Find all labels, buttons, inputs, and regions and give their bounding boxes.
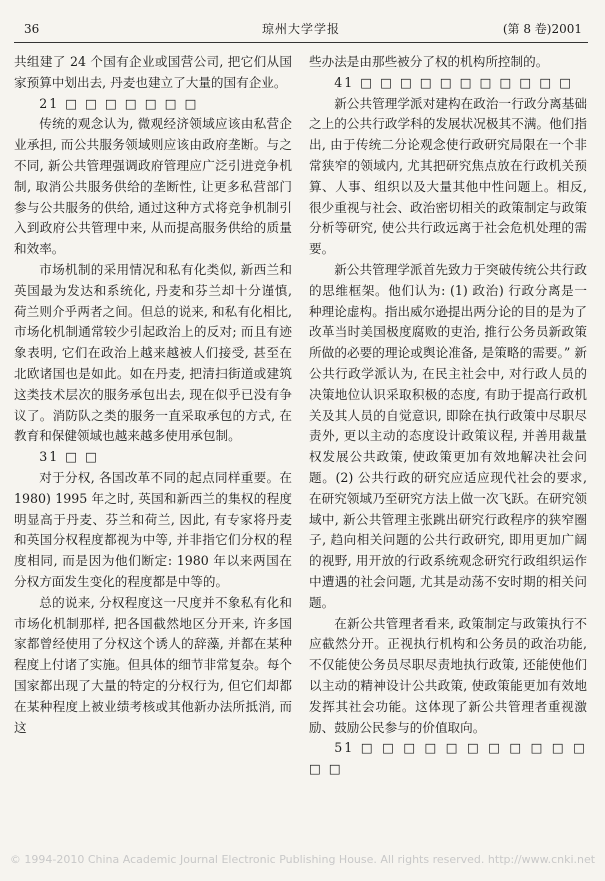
paragraph: 总的说来, 分权程度这一尺度并不象私有化和市场化机制那样, 把各国截然地区分开来, 许多国家都曾经使用了分权这个诱人的辞藻, 并都在某种程度上付诸了实施。但具体的细节非常复杂。每个国家都出现了大量的特定的分权行为, 但它们却都在某种程度上被业绩考核或其他新办法所抵消, 而这 xyxy=(14,594,292,735)
right-column xyxy=(309,52,587,780)
paragraph: 共组建了 24 个国有企业或国营公司, 把它们从国家预算中划出去, 丹麦也建立了大量的国有企业。 xyxy=(14,54,292,90)
volume-info: (第 8 卷)2001 xyxy=(502,22,582,36)
journal-title: 琼州大学学报 xyxy=(261,22,340,36)
section-heading: 31 □ □ xyxy=(39,449,100,465)
paragraph: 对于分权, 各国改革不同的起点同样重要。在 1980) 1995 年之时, 英国和新西兰的集权的程度明显高于丹麦、芬兰和荷兰, 因此, 有专家将丹麦和英国分权程度都视为中等, 并非指它们分权的程度相同, 而是因为他们断定: 1980 年以来两国在分权方面发生变化的程度都是中等的。 xyxy=(14,469,292,589)
header-rule xyxy=(14,42,588,43)
page-number: 36 xyxy=(24,22,40,36)
paragraph: 新公共管理学派对建构在政治一行政分离基础之上的公共行政学科的发展状况极其不满。他们指出, 由于传统二分论观念使行政研究局限在一个非常狭窄的领域内, 尤其把研究焦点放在行政机关预算、人事、组织以及大量其他中性问题上。相反, 很少重视与社会、政治密切相关的政策制定与政策分析等研究, 使公共行政远离于社会危机处理的需要。 xyxy=(309,95,587,257)
running-header xyxy=(14,20,588,38)
paragraph: 在新公共管理者看来, 政策制定与政策执行不应截然分开。正视执行机构和公务员的政治功能, 不仅能使公务员尽职尽责地执行政策, 还能使他们以主动的精神设计公共政策, 使政策能更加有效地发挥其社会功能。这体现了新公共管理者重视激励、鼓励公民参与的价值取向。 xyxy=(309,615,587,735)
section-heading: 21 □ □ □ □ □ □ □ xyxy=(39,95,199,111)
paragraph: 市场机制的采用情况和私有化类似, 新西兰和英国最为发达和系统化, 丹麦和芬兰却十分谨慎, 荷兰则介乎两者之间。但总的说来, 和私有化相比, 市场化机制通常较少引起政治上的反对; 而且有迹象表明, 它们在政治上越来越被人们接受, 甚至在北欧诸国也是如此。如在丹麦, 把清扫街道或建筑这类技术层次的服务承包出去, 现在似乎已没有争议了。消防队之类的服务一直采取承包的方式, 在教育和保健领域也越来越多使用承包制。 xyxy=(14,261,292,444)
copyright-footer: © 1994-2010 China Academic Journal Electronic Publishing House. All rights reserved. http://www.cnki.net xyxy=(9,853,596,866)
paragraph: 新公共管理学派首先致力于突破传统公共行政的思维框架。他们认为: (1) 政治) 行政分离是一种理论虚构。指出威尔逊提出两分论的目的是为了改革当时美国极度腐败的吏治, 推行公务员新政策所做的必要的理论或舆论准备, 是策略的需要。” 新公共行政学派认为, 在民主社会中, 对行政人员的决策地位认识采取积极的态度, 有助于提高行政机关及其人员的自觉意识, 即除在执行政策中尽职尽责外, 更以主动的态度设计政策议程, 并善用裁量权发展公共政策, 使政策更加有效地解决社会问题。(2) 公共行政的研究应适应现代社会的要求, 在研究领域乃至研究方法上做一次飞跃。在研究领域中, 新公共管理主张跳出研究行政程序的狭窄圈子, 趋向相关问题的公共行政研究, 即用更加广阔的视野, 用开放的行政系统观念研究行政组织运作中遭遇的社会问题, 尤其是动荡不安时期的相关问题。 xyxy=(309,261,587,610)
left-column xyxy=(14,52,292,738)
paragraph: 传统的观念认为, 微观经济领域应该由私营企业承担, 而公共服务领域则应该由政府垄断。与之不同, 新公共管理强调政府管理应广泛引进竞争机制, 取消公共服务供给的垄断性, 让更多私营部门参与公共服务的供给, 通过这种方式将竞争机制引入到政府公共管理中来, 从而提高服务供给的质量和效率。 xyxy=(14,116,292,257)
paragraph: 些办法是由那些被分了权的机构所控制的。 xyxy=(309,54,549,69)
section-heading: 51 □ □ □ □ □ □ □ □ □ □ □ □ □ xyxy=(309,740,587,777)
section-heading: 41 □ □ □ □ □ □ □ □ □ □ □ xyxy=(334,74,574,90)
